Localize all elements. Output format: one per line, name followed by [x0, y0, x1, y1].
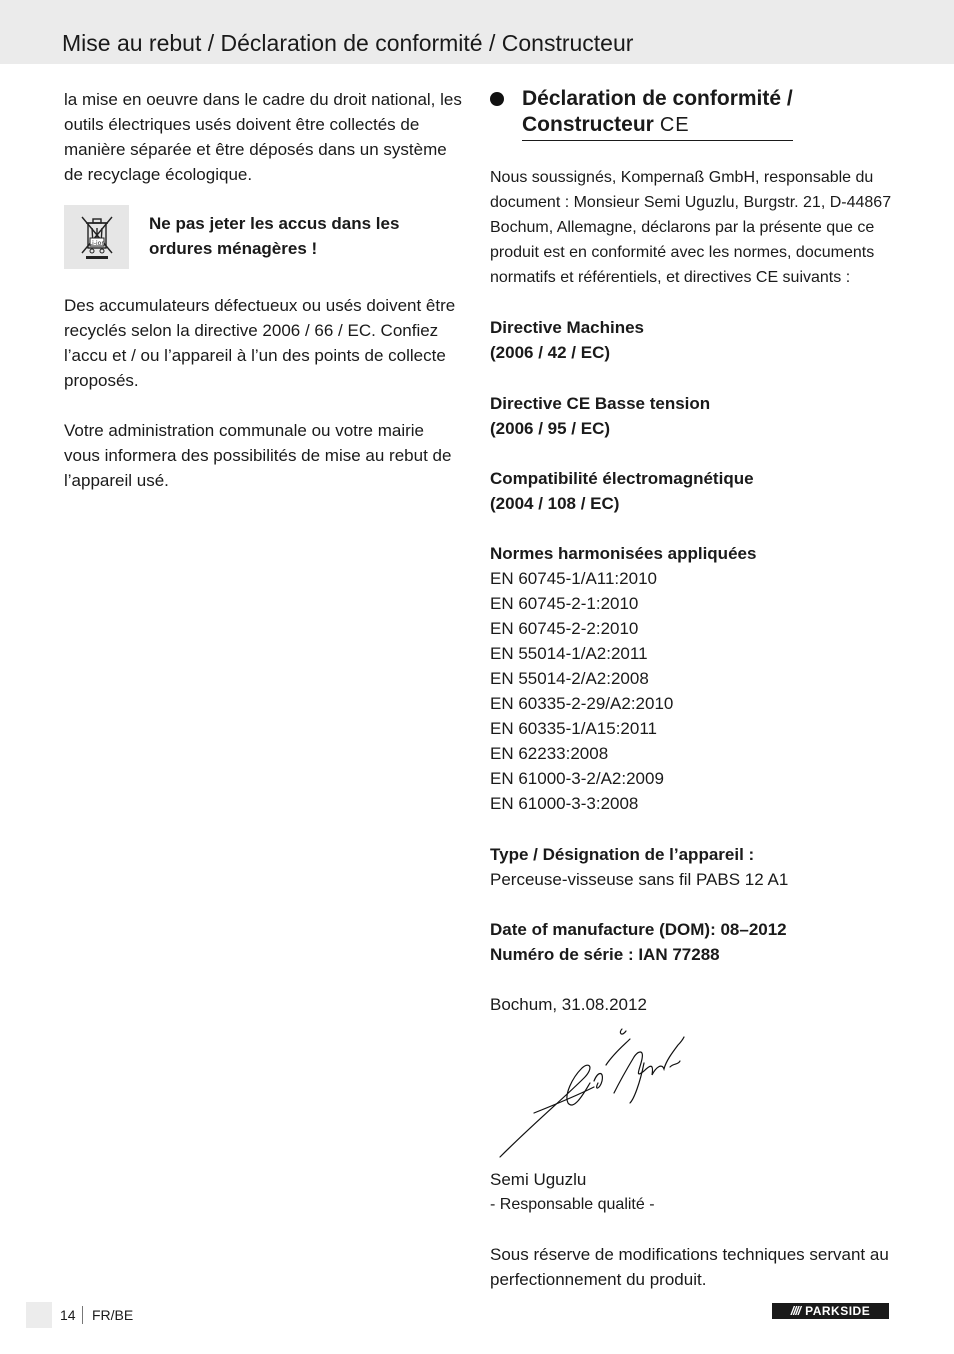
standard-item: EN 60335-1/A15:2011	[490, 719, 657, 738]
date-of-manufacture: Date of manufacture (DOM): 08–2012	[490, 920, 787, 939]
disposal-info-paragraph: Votre administration communale ou votre mairie vous informera des possibilités de mise au rebut de l’appareil usé.	[64, 421, 452, 490]
directive-low-voltage-code: (2006 / 95 / EC)	[490, 419, 611, 438]
crossed-bin-icon	[64, 205, 129, 269]
standard-item: EN 61000-3-2/A2:2009	[490, 769, 664, 788]
brand-stripes-icon: ////	[790, 1304, 801, 1318]
brand-name: PARKSIDE	[805, 1304, 871, 1318]
left-column	[64, 87, 464, 493]
page-title: Mise au rebut / Déclaration de conformité / Constructeur	[62, 30, 634, 56]
directive-machines-title: Directive Machines	[490, 318, 645, 337]
signer-role: - Responsable qualité -	[490, 1196, 655, 1213]
page-header	[0, 0, 954, 64]
declaration-intro: Nous soussignés, Kompernaß GmbH, responsable du document : Monsieur Semi Uguzlu, Burgstr. 21, D-44867 Bochum, Allemagne, déclarons par la présente que ce produit est en conformité avec les normes, documents normatifs et référentiels, et directives CE suivants :	[490, 169, 892, 286]
svg-text:Li-ion: Li-ion	[88, 240, 105, 247]
standard-item: EN 55014-1/A2:2011	[490, 644, 648, 663]
directive-emc-code: (2004 / 108 / EC)	[490, 494, 620, 513]
standard-item: EN 62233:2008	[490, 744, 609, 763]
footer-marker	[26, 1302, 52, 1328]
place-and-date: Bochum, 31.08.2012	[490, 995, 647, 1014]
device-type-value: Perceuse-visseuse sans fil PABS 12 A1	[490, 870, 789, 889]
heading-line-2: Constructeur	[522, 113, 654, 136]
standard-item: EN 60745-2-2:2010	[490, 619, 639, 638]
bullet-icon	[490, 92, 504, 106]
standards-title: Normes harmonisées appliquées	[490, 544, 757, 563]
footer-divider	[82, 1306, 83, 1324]
signer-name: Semi Uguzlu	[490, 1170, 587, 1189]
device-type-title: Type / Désignation de l’appareil :	[490, 845, 755, 864]
directive-emc-title: Compatibilité électromagnétique	[490, 469, 754, 488]
directive-machines-code: (2006 / 42 / EC)	[490, 343, 611, 362]
page-number: 14	[60, 1307, 76, 1323]
standards-list	[490, 566, 900, 816]
standard-item: EN 60745-2-1:2010	[490, 594, 639, 613]
signature-icon	[494, 1023, 694, 1163]
standard-item: EN 60335-2-29/A2:2010	[490, 694, 674, 713]
intro-paragraph: la mise en oeuvre dans le cadre du droit national, les outils électriques usés doivent être collectés de manière séparée et être déposés dans un système de recyclage écologique.	[64, 90, 462, 184]
serial-number: Numéro de série : IAN 77288	[490, 945, 720, 964]
battery-warning	[64, 205, 464, 269]
right-column	[490, 86, 900, 1292]
standard-item: EN 55014-2/A2:2008	[490, 669, 649, 688]
battery-recycling-paragraph: Des accumulateurs défectueux ou usés doivent être recyclés selon la directive 2006 / 66 / EC. Confiez l’accu et / ou l’appareil à l’un des points de collecte proposés.	[64, 296, 456, 390]
heading-line-1: Déclaration de conformité /	[522, 87, 793, 110]
language-code: FR/BE	[92, 1307, 134, 1323]
standard-item: EN 61000-3-3:2008	[490, 794, 639, 813]
parkside-logo	[772, 1303, 889, 1319]
standard-item: EN 60745-1/A11:2010	[490, 569, 657, 588]
conformity-heading	[490, 86, 900, 141]
battery-warning-text: Ne pas jeter les accus dans les ordures ménagères !	[149, 214, 400, 258]
directive-low-voltage-title: Directive CE Basse tension	[490, 394, 711, 413]
ce-mark-icon: CE	[659, 114, 690, 136]
technical-reserve-note: Sous réserve de modifications techniques servant au perfectionnement du produit.	[490, 1245, 889, 1289]
